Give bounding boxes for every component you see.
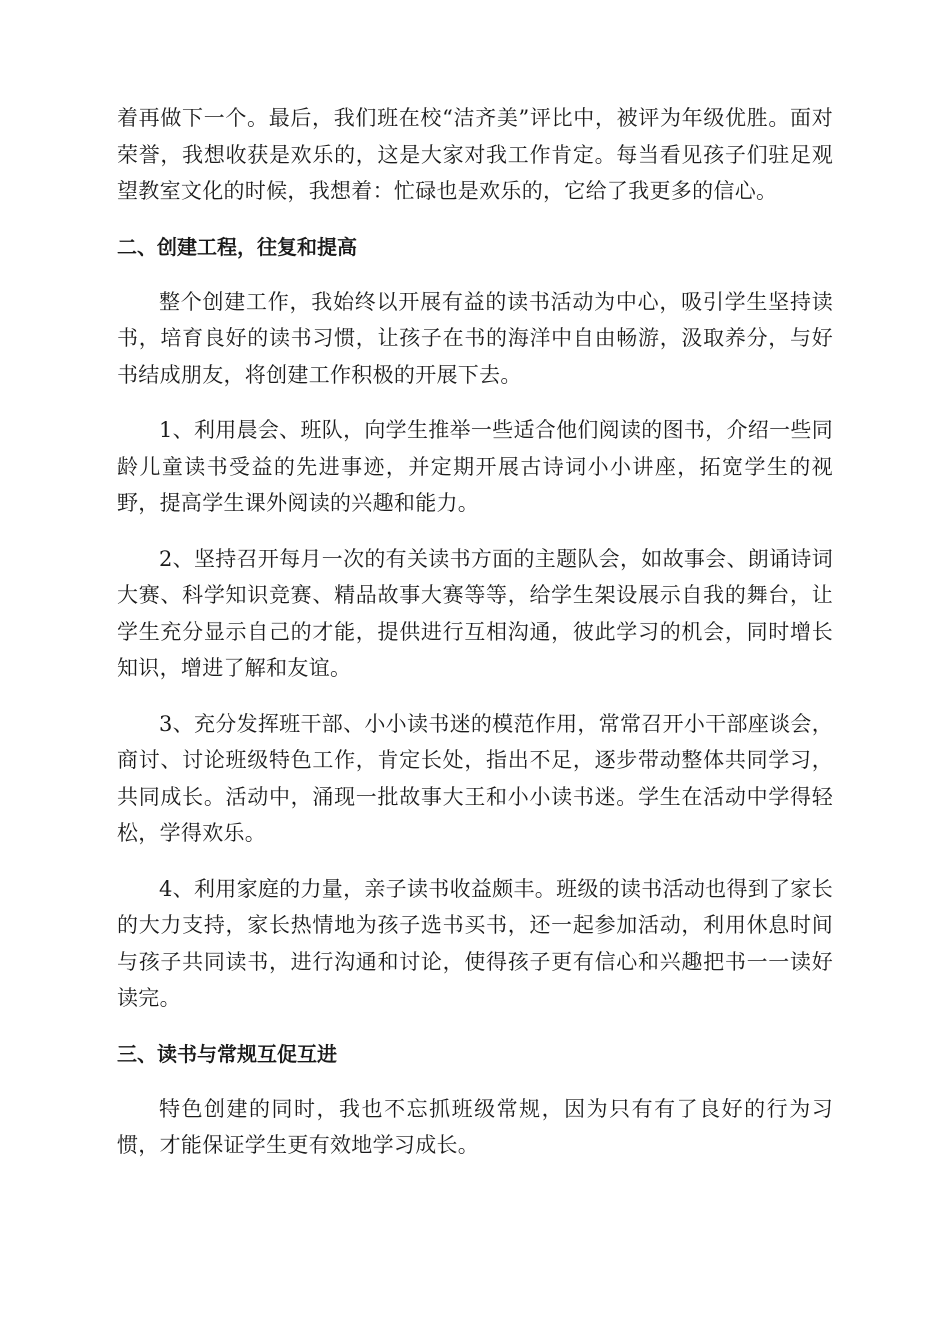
paragraph-item-1: 1、利用晨会、班队，向学生推举一些适合他们阅读的图书，介绍一些同龄儿童读书受益的先进事迹，并定期开展古诗词小小讲座，拓宽学生的视野，提高学生课外阅读的兴趣和能力。 (117, 418, 833, 515)
document-page (117, 100, 833, 1164)
section-heading-2: 二、创建工程，往复和提高 (117, 234, 357, 259)
paragraph-section-3-intro: 特色创建的同时，我也不忘抓班级常规，因为只有有了良好的行为习惯，才能保证学生更有效地学习成长。 (117, 1096, 833, 1157)
section-heading-3: 三、读书与常规互促互进 (117, 1041, 337, 1066)
paragraph-item-4: 4、利用家庭的力量，亲子读书收益颇丰。班级的读书活动也得到了家长的大力支持，家长热情地为孩子选书买书，还一起参加活动，利用休息时间与孩子共同读书，进行沟通和讨论，使得孩子更有信心和兴趣把书一一读好读完。 (117, 876, 833, 1010)
paragraph-item-2: 2、坚持召开每月一次的有关读书方面的主题队会，如故事会、朗诵诗词大赛、科学知识竞赛、精品故事大赛等等，给学生架设展示自我的舞台，让学生充分显示自己的才能，提供进行互相沟通，彼此学习的机会，同时增长知识，增进了解和友谊。 (117, 546, 833, 680)
paragraph-intro: 着再做下一个。最后，我们班在校“洁齐美”评比中，被评为年级优胜。面对荣誉，我想收获是欢乐的，这是大家对我工作肯定。每当看见孩子们驻足观望教室文化的时候，我想着：忙碌也是欢乐的，它给了我更多的信心。 (117, 106, 833, 203)
paragraph-item-3: 3、充分发挥班干部、小小读书迷的模范作用，常常召开小干部座谈会，商讨、讨论班级特色工作，肯定长处，指出不足，逐步带动整体共同学习，共同成长。活动中，涌现一批故事大王和小小读书迷。学生在活动中学得轻松，学得欢乐。 (117, 711, 833, 845)
paragraph-section-2-intro: 整个创建工作，我始终以开展有益的读书活动为中心，吸引学生坚持读书，培育良好的读书习惯，让孩子在书的海洋中自由畅游，汲取养分，与好书结成朋友，将创建工作积极的开展下去。 (117, 289, 833, 387)
